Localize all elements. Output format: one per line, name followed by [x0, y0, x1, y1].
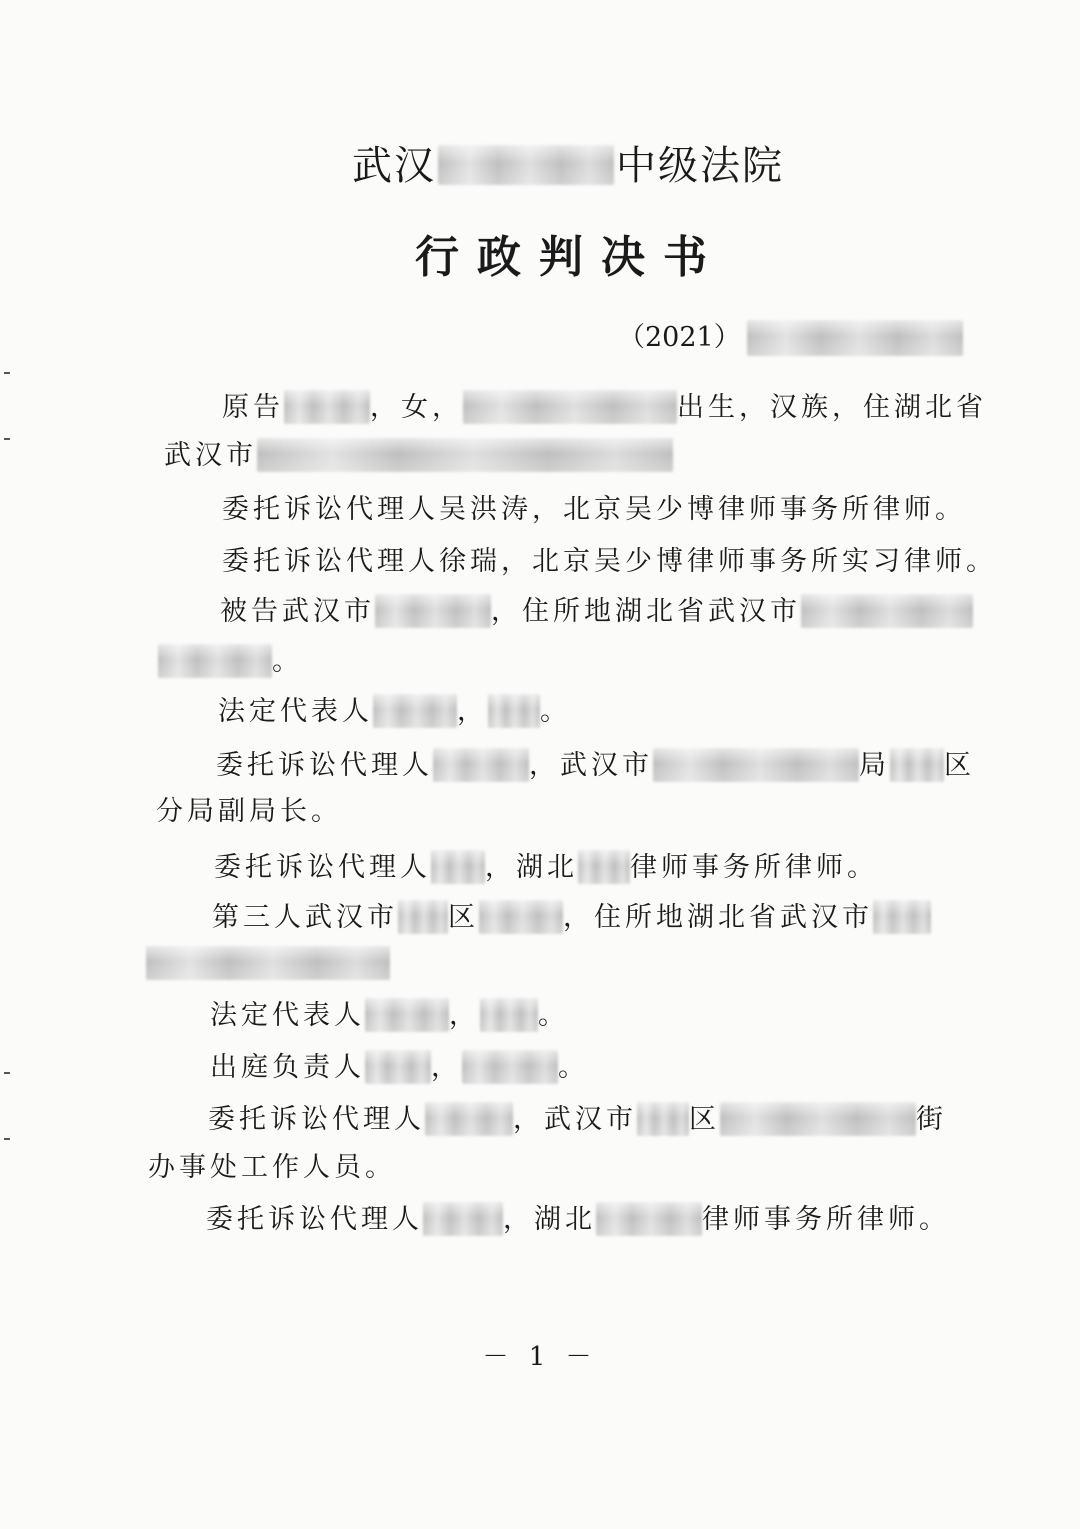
third-party-agent-2: 委托诉讼代理人 ，湖北 律师事务所律师。: [206, 1204, 950, 1235]
document-title: 行政判决书: [415, 232, 725, 283]
redacted-name: [365, 1050, 431, 1084]
plaintiff-agent-2: 委托诉讼代理人徐瑞，北京吴少博律师事务所实习律师。: [222, 546, 997, 577]
court-name: [352, 138, 784, 194]
redacted-defendant: [375, 594, 491, 628]
redacted-district: [637, 1102, 689, 1136]
third-party-line-1: 第三人武汉市 区 ，住所地湖北省武汉市: [212, 898, 931, 938]
case-year: （2021）: [618, 322, 741, 353]
redacted-district: [890, 748, 944, 782]
third-party-legal-rep: 法定代表人 ， 。: [210, 1000, 569, 1031]
plaintiff-agent-1: 委托诉讼代理人吴洪涛，北京吴少博律师事务所律师。: [222, 494, 966, 525]
case-number: [618, 318, 963, 358]
redacted-firm: [596, 1202, 702, 1236]
page-number: － 1 －: [482, 1342, 598, 1372]
redacted-name: [284, 390, 370, 424]
redacted-name: [433, 748, 529, 782]
defendant-agent-1-cont: 分局副局长。: [156, 796, 342, 827]
third-party-agent-1-cont: 办事处工作人员。: [148, 1152, 396, 1183]
redacted-name: [365, 998, 449, 1032]
plaintiff-line-2: 武汉市: [164, 436, 673, 476]
defendant-line-1: 被告武汉市 ，住所地湖北省武汉市: [220, 592, 973, 632]
redacted-street: [720, 1102, 916, 1136]
defendant-agent-2: 委托诉讼代理人 ，湖北 律师事务所律师。: [214, 852, 878, 883]
plaintiff-line-1: 原告 ，女， 出生，汉族，住湖北省: [222, 392, 987, 423]
redacted-name: [431, 850, 485, 884]
redacted-third-party: [479, 900, 563, 934]
redacted-title: [480, 998, 538, 1032]
redacted-court-name: [438, 145, 614, 185]
third-party-agent-1: 委托诉讼代理人 ，武汉市 区 街: [208, 1104, 947, 1135]
court-prefix: 武汉: [352, 143, 436, 189]
redacted-title: [488, 694, 540, 728]
redacted-address: [158, 644, 272, 678]
redacted-name: [423, 1202, 503, 1236]
redacted-birthdate: [463, 390, 677, 424]
redacted-bureau: [653, 748, 859, 782]
redacted-address: [873, 900, 931, 934]
redacted-address: [146, 946, 390, 980]
redacted-name: [373, 694, 457, 728]
redacted-address: [257, 438, 673, 472]
court-suffix: 中级法院: [616, 143, 784, 189]
scan-margin-mark: [4, 438, 10, 440]
third-party-line-2: [146, 944, 390, 984]
redacted-title: [462, 1050, 558, 1084]
redacted-address: [801, 594, 973, 628]
scan-margin-mark: [4, 1072, 10, 1074]
redacted-case-number: [747, 320, 963, 356]
redacted-name: [425, 1102, 513, 1136]
defendant-line-2: 。: [158, 642, 303, 682]
third-party-court-rep: 出庭负责人 ， 。: [210, 1052, 589, 1083]
redacted-firm: [578, 850, 630, 884]
scan-margin-mark: [4, 1138, 10, 1140]
defendant-agent-1: 委托诉讼代理人 ，武汉市 局 区: [216, 750, 975, 781]
redacted-district: [398, 900, 448, 934]
scan-margin-mark: [4, 372, 10, 374]
defendant-legal-rep: 法定代表人 ， 。: [218, 696, 571, 727]
